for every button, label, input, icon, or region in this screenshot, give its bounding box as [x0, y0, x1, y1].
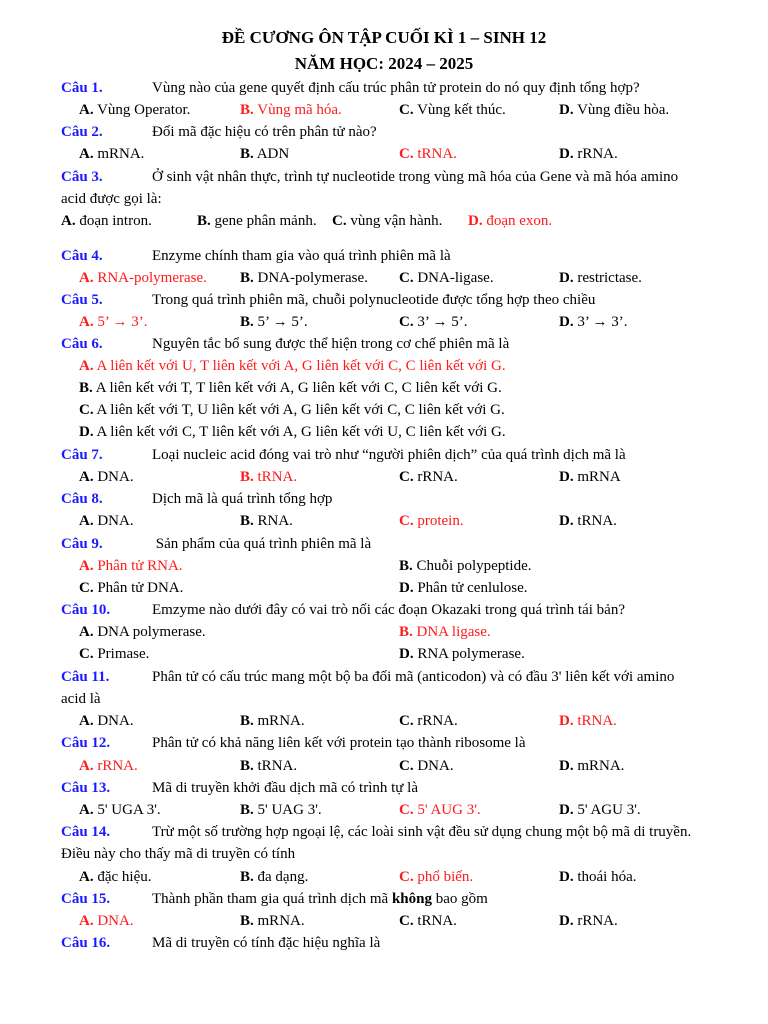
- question-number: Câu 6.: [61, 336, 103, 352]
- question-keyword: không: [391, 891, 432, 907]
- option-d: D. A liên kết với C, T liên kết với A, G liên kết với U, C liên kết với G.: [79, 424, 506, 440]
- option-d: D. tRNA.: [559, 513, 617, 529]
- question-number: Câu 8.: [61, 491, 103, 507]
- option-c: C. rRNA.: [399, 469, 458, 485]
- option-b: B. mRNA.: [240, 713, 305, 729]
- option-a: A. mRNA.: [79, 146, 145, 162]
- option-c: C. Vùng kết thúc.: [399, 102, 506, 118]
- option-b-correct: B. tRNA.: [240, 469, 298, 485]
- question-text: Ở sinh vật nhân thực, trình tự nucleotide trong vùng mã hóa của Gene và mã hóa amino: [152, 169, 679, 185]
- question-number: Câu 15.: [61, 891, 111, 907]
- option-b: B. DNA-polymerase.: [240, 270, 368, 286]
- option-d-correct: D. tRNA.: [559, 713, 617, 729]
- question-text: Mã di truyền khởi đầu dịch mã có trình tự là: [152, 780, 419, 796]
- option-d: D. rRNA.: [559, 913, 618, 929]
- question-number: Câu 10.: [61, 602, 111, 618]
- option-b-correct: B. Vùng mã hóa.: [240, 102, 342, 118]
- question-4: [61, 245, 751, 267]
- question-3: [61, 166, 751, 188]
- option-a: A. 5' UGA 3'.: [79, 802, 161, 818]
- question-text: Nguyên tắc bổ sung được thể hiện trong cơ chế phiên mã là: [152, 336, 510, 352]
- option-d: D. rRNA.: [559, 146, 618, 162]
- option-a: A. DNA.: [79, 713, 134, 729]
- question-16: [61, 932, 751, 954]
- question-text: Enzyme chính tham gia vào quá trình phiên mã là: [152, 248, 451, 264]
- question-11-continued: acid là: [61, 691, 101, 707]
- option-b: B. mRNA.: [240, 913, 305, 929]
- question-2: [61, 121, 751, 143]
- question-text: Phân tử có cấu trúc mang một bộ ba đối mã (anticodon) và có đầu 3' liên kết với amino: [152, 669, 675, 685]
- option-b: B. ADN: [240, 146, 290, 162]
- question-text: Trừ một số trường hợp ngoại lệ, các loài sinh vật đều sử dụng chung một bộ mã di truyền.: [152, 824, 692, 840]
- option-d: D. RNA polymerase.: [399, 646, 525, 662]
- option-a-correct: A. A liên kết với U, T liên kết với A, G liên kết với C, C liên kết với G.: [79, 358, 506, 374]
- question-15: Câu 15. Thành phần tham gia quá trình dịch mã không bao gồm: [61, 888, 751, 910]
- option-d: D. 3’ → 3’.: [559, 314, 628, 330]
- option-c: C. 3’ → 5’.: [399, 314, 468, 330]
- question-number: Câu 4.: [61, 248, 103, 264]
- option-c: C. rRNA.: [399, 713, 458, 729]
- option-b: B. A liên kết với T, T liên kết với A, G liên kết với C, C liên kết với G.: [79, 380, 502, 396]
- option-c: C. A liên kết với T, U liên kết với A, G liên kết với C, C liên kết với G.: [79, 402, 505, 418]
- option-b: B. RNA.: [240, 513, 293, 529]
- question-text: Phân tử có khả năng liên kết với protein tạo thành ribosome là: [152, 735, 526, 751]
- question-number: Câu 16.: [61, 935, 111, 951]
- option-a: A. đặc hiệu.: [79, 869, 152, 885]
- option-d-correct: D. đoạn exon.: [468, 213, 553, 229]
- option-c: C. DNA.: [399, 758, 454, 774]
- option-c-correct: C. 5' AUG 3'.: [399, 802, 481, 818]
- question-number: Câu 11.: [61, 669, 110, 685]
- question-7: [61, 444, 751, 466]
- option-a: A. Vùng Operator.: [79, 102, 191, 118]
- option-c-correct: C. tRNA.: [399, 146, 457, 162]
- question-14: [61, 821, 751, 843]
- document-subtitle: NĂM HỌC: 2024 – 2025: [294, 54, 474, 73]
- option-c: C. Phân tử DNA.: [79, 580, 184, 596]
- option-c-correct: C. protein.: [399, 513, 464, 529]
- option-c: C. tRNA.: [399, 913, 457, 929]
- option-d: D. Vùng điều hòa.: [559, 102, 670, 118]
- option-a: A. DNA.: [79, 469, 134, 485]
- option-b-correct: B. DNA ligase.: [399, 624, 491, 640]
- question-3-continued: acid được gọi là:: [61, 191, 162, 207]
- question-text: Dịch mã là quá trình tổng hợp: [152, 491, 333, 507]
- question-text: Thành phần tham gia quá trình dịch mã: [152, 891, 392, 907]
- option-b: B. tRNA.: [240, 758, 298, 774]
- option-c-correct: C. phổ biến.: [399, 869, 474, 885]
- option-d: D. restrictase.: [559, 270, 642, 286]
- question-12: [61, 732, 751, 754]
- question-text: Loại nucleic acid đóng vai trò như “người phiên dịch” của quá trình dịch mã là: [152, 447, 626, 463]
- question-text: Mã di truyền có tính đặc hiệu nghĩa là: [152, 935, 381, 951]
- document-title: ĐỀ CƯƠNG ÔN TẬP CUỐI KÌ 1 – SINH 12: [221, 28, 547, 47]
- question-text: Trong quá trình phiên mã, chuỗi polynucleotide được tổng hợp theo chiều: [152, 292, 596, 308]
- option-b: B. đa dạng.: [240, 869, 309, 885]
- option-b: B. gene phân mảnh.: [197, 213, 317, 229]
- option-d: D. mRNA.: [559, 758, 625, 774]
- question-text: Đối mã đặc hiệu có trên phân tử nào?: [152, 124, 377, 140]
- question-number: Câu 2.: [61, 124, 103, 140]
- option-b: B. 5' UAG 3'.: [240, 802, 322, 818]
- question-10: [61, 599, 751, 621]
- question-1: [61, 77, 751, 99]
- question-text: Vùng nào của gene quyết định cấu trúc phân tử protein do nó quy định tổng hợp?: [152, 80, 640, 96]
- question-number: Câu 1.: [61, 80, 103, 96]
- question-number: Câu 9.: [61, 536, 103, 552]
- option-b: B. Chuỗi polypeptide.: [399, 558, 532, 574]
- option-c: C. Primase.: [79, 646, 150, 662]
- question-5: [61, 289, 751, 311]
- question-number: Câu 7.: [61, 447, 103, 463]
- question-text: Sản phẩm của quá trình phiên mã là: [152, 536, 372, 552]
- option-d: D. thoái hóa.: [559, 869, 637, 885]
- option-a-correct: A. DNA.: [79, 913, 134, 929]
- question-11: [61, 666, 751, 688]
- option-a-correct: A. RNA-polymerase.: [79, 270, 207, 286]
- option-d: D. 5' AGU 3'.: [559, 802, 641, 818]
- question-6: [61, 333, 751, 355]
- question-number: Câu 14.: [61, 824, 111, 840]
- question-13: [61, 777, 751, 799]
- question-14-continued: Điều này cho thấy mã di truyền có tính: [61, 846, 296, 862]
- option-c: C. DNA-ligase.: [399, 270, 494, 286]
- question-number: Câu 5.: [61, 292, 103, 308]
- question-number: Câu 12.: [61, 735, 111, 751]
- option-a-correct: A. 5’ → 3’.: [79, 314, 148, 330]
- question-number: Câu 3.: [61, 169, 103, 185]
- option-c: C. vùng vận hành.: [332, 213, 443, 229]
- option-d: D. mRNA: [559, 469, 621, 485]
- option-a-correct: A. Phân tử RNA.: [79, 558, 183, 574]
- question-number: Câu 13.: [61, 780, 111, 796]
- question-8: [61, 488, 751, 510]
- option-a: A. DNA.: [79, 513, 134, 529]
- option-b: B. 5’ → 5’.: [240, 314, 308, 330]
- option-a-correct: A. rRNA.: [79, 758, 138, 774]
- question-text: Emzyme nào dưới đây có vai trò nối các đoạn Okazaki trong quá trình tái bản?: [152, 602, 625, 618]
- option-a: A. DNA polymerase.: [79, 624, 206, 640]
- option-a: A. đoạn intron.: [61, 213, 152, 229]
- question-9: [61, 533, 751, 555]
- option-d: D. Phân tử cenlulose.: [399, 580, 528, 596]
